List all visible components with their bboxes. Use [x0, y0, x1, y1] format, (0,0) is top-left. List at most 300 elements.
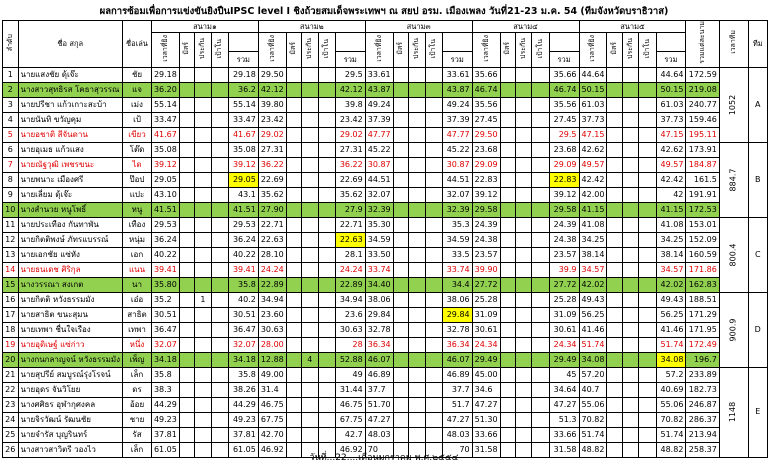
subheader-proc: ประกัน	[515, 33, 532, 68]
stage-cell: 40.7	[579, 382, 607, 397]
stage-cell: 35.56	[472, 97, 500, 112]
stage-sum-cell: 67.75	[335, 412, 365, 427]
stage-cell	[286, 367, 301, 382]
stage-sum-cell: 50.15	[656, 82, 686, 97]
stage-cell	[408, 142, 425, 157]
stage-cell	[179, 292, 194, 307]
stage-sum-cell: 33.5	[442, 247, 472, 262]
stage-sum-cell: 51.7	[442, 397, 472, 412]
stage-cell	[607, 82, 622, 97]
table-row	[3, 292, 768, 307]
stage-cell: 35.80	[151, 277, 179, 292]
stage-cell	[639, 187, 656, 202]
stage-cell: 51.30	[472, 412, 500, 427]
stage-cell: 25.28	[472, 292, 500, 307]
stage-sum-cell: 22.63	[335, 232, 365, 247]
subheader-miss: มิสร์	[393, 33, 408, 68]
stage-cell	[301, 232, 318, 247]
stage-cell	[500, 352, 515, 367]
stage-cell	[515, 322, 532, 337]
stage-cell: 30.51	[151, 307, 179, 322]
stage-sum-cell: 42	[656, 187, 686, 202]
stage-cell	[622, 367, 639, 382]
stage-cell	[211, 427, 228, 442]
stage-cell	[500, 277, 515, 292]
stage-cell	[393, 412, 408, 427]
stage-cell	[195, 337, 212, 352]
stage-cell	[286, 67, 301, 82]
stage-cell	[639, 247, 656, 262]
stage-cell	[211, 397, 228, 412]
stage-cell: 47.27	[365, 412, 393, 427]
stage-cell	[211, 67, 228, 82]
stage-cell	[211, 277, 228, 292]
stage-sum-cell: 32.07	[442, 187, 472, 202]
stage-cell	[532, 202, 549, 217]
stage-sum-cell: 27.45	[549, 112, 579, 127]
page-title: ผลการซ้อมเพื่อการแข่งขันยิงปืนIPSC level I ชิงถ้วยสมเด็จพระเทพฯ ณ สยป อรม. เมืองเพลง วันที่21-23 ม.ค. 54 (ทีมจังหวัดบราธิวาส)	[99, 6, 669, 17]
stage-sum-cell: 35.66	[549, 67, 579, 82]
stage-sum-cell: 49.23	[228, 412, 258, 427]
total-cell: 173.91	[686, 142, 719, 157]
stage-cell	[515, 187, 532, 202]
competitor-name: นายอชาติ สีจันดาน	[18, 127, 123, 142]
stage-cell	[301, 187, 318, 202]
stage-cell	[532, 217, 549, 232]
stage-cell	[195, 202, 212, 217]
stage-cell: 61.05	[151, 442, 179, 457]
stage-sum-cell: 37.73	[656, 112, 686, 127]
total-cell: 152.09	[686, 232, 719, 247]
stage-sum-cell: 23.68	[549, 142, 579, 157]
table-row	[3, 142, 768, 157]
nickname: อ้อย	[123, 397, 152, 412]
stage-cell	[195, 352, 212, 367]
stage-cell	[211, 232, 228, 247]
stage-cell	[515, 337, 532, 352]
stage-cell	[195, 157, 212, 172]
stage-cell: 34.59	[365, 232, 393, 247]
stage-cell	[286, 142, 301, 157]
stage-sum-cell: 52.88	[335, 352, 365, 367]
stage-cell	[195, 217, 212, 232]
stage-cell	[286, 412, 301, 427]
stage-cell	[408, 67, 425, 82]
stage-cell	[425, 292, 442, 307]
total-cell: 159.46	[686, 112, 719, 127]
stage-cell: 29.50	[472, 127, 500, 142]
stage-sum-cell: 22.69	[335, 172, 365, 187]
stage-cell	[318, 217, 335, 232]
stage-cell	[211, 352, 228, 367]
stage-cell	[211, 337, 228, 352]
stage-cell	[515, 82, 532, 97]
stage-cell	[318, 202, 335, 217]
stage-cell: 37.39	[365, 112, 393, 127]
stage-cell	[607, 262, 622, 277]
stage-cell	[211, 247, 228, 262]
stage-cell	[408, 82, 425, 97]
stage-cell: 35.66	[472, 67, 500, 82]
stage-cell	[425, 97, 442, 112]
row-number: 10	[3, 202, 19, 217]
stage-sum-cell: 31.44	[335, 382, 365, 397]
row-number: 21	[3, 367, 19, 382]
stage-cell	[515, 202, 532, 217]
stage-cell: 42.62	[579, 142, 607, 157]
stage-cell: 49.24	[365, 97, 393, 112]
team-time: 884.7	[719, 142, 748, 217]
competitor-name: นางสาวสุทธิรส โคธาสุวรรณ	[18, 82, 123, 97]
stage-cell	[393, 307, 408, 322]
nickname: เพ็ญ	[123, 352, 152, 367]
stage-cell: 30.87	[365, 157, 393, 172]
stage-cell	[211, 292, 228, 307]
stage-cell	[195, 112, 212, 127]
stage-cell	[286, 127, 301, 142]
stage-cell: 37.81	[151, 427, 179, 442]
table-row	[3, 232, 768, 247]
stage-cell	[195, 187, 212, 202]
stage-cell	[425, 412, 442, 427]
stage-sum-cell: 30.51	[228, 307, 258, 322]
team-time: 900.9	[719, 292, 748, 367]
stage-cell	[607, 397, 622, 412]
subheader-miss: มิสร์	[286, 33, 301, 68]
table-row	[3, 427, 768, 442]
stage-cell	[622, 157, 639, 172]
competitor-name: นางกนกลาญจน์ หวังธรรมมัง	[18, 352, 123, 367]
competitor-name: นายแสงชัย ดุ้เจ๊ะ	[18, 67, 123, 82]
stage-sum-cell: 70	[442, 442, 472, 457]
stage-cell	[425, 127, 442, 142]
stage-sum-cell: 33.66	[549, 427, 579, 442]
stage-cell: 32.07	[365, 187, 393, 202]
stage-cell: 33.61	[365, 67, 393, 82]
stage-cell	[286, 247, 301, 262]
table-row	[3, 412, 768, 427]
row-number: 9	[3, 187, 19, 202]
stage-sum-cell: 61.03	[656, 97, 686, 112]
stage-sum-cell: 57.2	[656, 367, 686, 382]
stage-cell	[301, 262, 318, 277]
stage-cell	[286, 97, 301, 112]
stage-cell: 36.24	[151, 232, 179, 247]
stage-cell	[393, 217, 408, 232]
stage-sum-cell: 42.12	[335, 82, 365, 97]
stage-sum-cell: 39.9	[549, 262, 579, 277]
stage-cell	[179, 277, 194, 292]
stage-cell	[195, 142, 212, 157]
stage-cell	[607, 112, 622, 127]
stage-sum-cell: 34.57	[656, 262, 686, 277]
stage-cell: 47.15	[579, 127, 607, 142]
team-time: 800.4	[719, 217, 748, 292]
stage-cell	[500, 247, 515, 262]
stage-cell: 45.22	[365, 142, 393, 157]
stage-sum-cell: 34.18	[228, 352, 258, 367]
stage-sum-cell: 34.94	[335, 292, 365, 307]
stage-cell: 55.14	[151, 97, 179, 112]
stage-cell: 34.57	[579, 262, 607, 277]
table-row	[3, 352, 768, 367]
total-cell: 171.29	[686, 307, 719, 322]
stage-cell	[425, 397, 442, 412]
stage-sum-cell: 22.83	[549, 172, 579, 187]
stage-sum-cell: 39.12	[549, 187, 579, 202]
stage-cell	[408, 292, 425, 307]
stage-cell: 48.03	[365, 427, 393, 442]
stage-cell	[425, 202, 442, 217]
stage-cell	[622, 247, 639, 262]
stage-cell	[301, 172, 318, 187]
nickname: เล็ก	[123, 367, 152, 382]
team-letter: B	[748, 142, 767, 217]
stage-cell: 31.4	[258, 382, 286, 397]
stage-cell	[532, 397, 549, 412]
stage-cell	[532, 112, 549, 127]
subheader-noshoot: เป้าโน	[425, 33, 442, 68]
team-letter: E	[748, 367, 767, 457]
stage-cell	[622, 397, 639, 412]
stage-sum-cell: 70.82	[656, 412, 686, 427]
stage-cell	[318, 322, 335, 337]
stage-cell	[286, 112, 301, 127]
stage-sum-cell: 33.47	[228, 112, 258, 127]
stage-cell	[179, 322, 194, 337]
stage-cell	[607, 97, 622, 112]
nickname: เล็ก	[123, 442, 152, 457]
table-row	[3, 262, 768, 277]
stage-cell	[393, 352, 408, 367]
stage-cell	[622, 127, 639, 142]
row-number: 14	[3, 262, 19, 277]
stage-cell	[408, 187, 425, 202]
stage-cell	[393, 232, 408, 247]
table-row	[3, 97, 768, 112]
stage-sum-cell: 40.2	[228, 292, 258, 307]
stage-cell	[408, 337, 425, 352]
stage-cell	[318, 67, 335, 82]
stage-cell	[393, 67, 408, 82]
stage-cell: 47.27	[472, 397, 500, 412]
total-cell: 246.87	[686, 397, 719, 412]
stage-cell	[532, 187, 549, 202]
stage-cell: 33.66	[472, 427, 500, 442]
stage-cell	[301, 202, 318, 217]
stage-sum-cell: 55.06	[656, 397, 686, 412]
header-stage2: สนาม๒	[258, 21, 365, 33]
stage-cell	[179, 187, 194, 202]
stage-cell: 38.3	[151, 382, 179, 397]
stage-cell: 36.22	[258, 157, 286, 172]
stage-cell	[500, 67, 515, 82]
stage-cell: 22.69	[258, 172, 286, 187]
stage-cell	[318, 97, 335, 112]
stage-cell: 31.58	[472, 442, 500, 457]
stage-cell: 28.00	[258, 337, 286, 352]
table-row	[3, 67, 768, 82]
stage-cell	[622, 142, 639, 157]
stage-cell	[622, 322, 639, 337]
stage-sum-cell: 34.25	[656, 232, 686, 247]
stage-cell	[211, 412, 228, 427]
subheader-blank	[228, 33, 258, 52]
stage-sum-cell: 28	[335, 337, 365, 352]
stage-cell	[211, 367, 228, 382]
stage-cell	[532, 127, 549, 142]
stage-sum-cell: 25.28	[549, 292, 579, 307]
stage-cell	[515, 97, 532, 112]
competitor-name: นายอุดิเษฐ์ แซ่ก่าว	[18, 337, 123, 352]
stage-cell	[639, 202, 656, 217]
stage-sum-cell: 31.09	[549, 307, 579, 322]
stage-sum-cell: 32.39	[442, 202, 472, 217]
stage-cell	[500, 367, 515, 382]
stage-cell: 34.94	[258, 292, 286, 307]
stage-sum-cell: 42.02	[656, 277, 686, 292]
stage-sum-cell: 34.4	[442, 277, 472, 292]
stage-sum-cell: 37.39	[442, 112, 472, 127]
stage-cell	[532, 292, 549, 307]
stage-cell	[425, 367, 442, 382]
stage-cell	[301, 292, 318, 307]
stage-cell	[639, 322, 656, 337]
stage-cell: 32.39	[365, 202, 393, 217]
stage-cell	[532, 322, 549, 337]
stage-cell	[639, 112, 656, 127]
stage-cell: 50.15	[579, 82, 607, 97]
stage-sum-cell: 35.62	[335, 187, 365, 202]
stage-sum-cell: 31.58	[549, 442, 579, 457]
stage-cell	[408, 382, 425, 397]
nickname: เอก	[123, 247, 152, 262]
stage-cell	[532, 307, 549, 322]
stage-sum-cell: 23.42	[335, 112, 365, 127]
stage-sum-cell: 36.47	[228, 322, 258, 337]
stage-cell: 35.30	[365, 217, 393, 232]
stage-sum-cell: 35.8	[228, 277, 258, 292]
stage-cell	[622, 97, 639, 112]
stage-cell	[607, 427, 622, 442]
stage-cell: 49.00	[258, 367, 286, 382]
competitor-name: นายนันทิ ขวัญคุม	[18, 112, 123, 127]
stage-sum-cell: 36.24	[228, 232, 258, 247]
stage-cell	[195, 427, 212, 442]
stage-cell	[179, 202, 194, 217]
stage-cell	[195, 367, 212, 382]
stage-sum-cell: 47.77	[442, 127, 472, 142]
row-number: 4	[3, 112, 19, 127]
subheader-blank	[335, 33, 365, 52]
row-number: 20	[3, 352, 19, 367]
row-number: 22	[3, 382, 19, 397]
table-row	[3, 397, 768, 412]
stage-cell	[607, 217, 622, 232]
stage-cell	[179, 412, 194, 427]
stage-cell	[500, 397, 515, 412]
stage-cell	[515, 352, 532, 367]
stage-sum-cell: 48.82	[656, 442, 686, 457]
stage-cell	[195, 232, 212, 247]
stage-cell	[179, 157, 194, 172]
stage-cell	[179, 142, 194, 157]
stage-cell	[408, 427, 425, 442]
competitor-name: นายจิรวัฒน์ รัฒนชัย	[18, 412, 123, 427]
stage-sum-cell: 32.07	[228, 337, 258, 352]
stage-cell	[195, 412, 212, 427]
stage-cell	[393, 172, 408, 187]
competitor-name: นางศศิธร อุฬากุศงคล	[18, 397, 123, 412]
stage-cell	[639, 232, 656, 247]
stage-cell	[515, 262, 532, 277]
stage-cell: 27.72	[472, 277, 500, 292]
stage-cell	[408, 202, 425, 217]
team-time: 1148	[719, 367, 748, 457]
stage-sum-cell: 29.5	[549, 127, 579, 142]
stage-cell: 24.38	[472, 232, 500, 247]
stage-cell	[500, 157, 515, 172]
stage-cell: 36.34	[365, 337, 393, 352]
stage-cell: 29.49	[472, 352, 500, 367]
stage-sum-cell: 35.56	[549, 97, 579, 112]
stage-cell	[195, 307, 212, 322]
subheader-blank	[549, 33, 579, 52]
subheader-noshoot: เป้าโน	[532, 33, 549, 68]
nickname: หนุ่ม	[123, 232, 152, 247]
table-row	[3, 217, 768, 232]
stage-cell	[195, 82, 212, 97]
stage-cell	[179, 352, 194, 367]
stage-sum-cell: 33.61	[442, 67, 472, 82]
stage-cell	[286, 172, 301, 187]
subheader-sum: รวม	[656, 52, 686, 67]
subheader-noshoot: เป้าโน	[211, 33, 228, 68]
stage-cell	[515, 292, 532, 307]
stage-cell	[301, 367, 318, 382]
total-cell: 233.89	[686, 367, 719, 382]
stage-cell	[639, 427, 656, 442]
competitor-name: นางสาวสาวิตรี วองไว	[18, 442, 123, 457]
subheader-miss: มิสร์	[179, 33, 194, 68]
stage-cell	[179, 247, 194, 262]
subheader-time: เวลาที่ยิง	[151, 33, 179, 68]
stage-cell	[639, 82, 656, 97]
row-number: 25	[3, 427, 19, 442]
stage-cell	[318, 352, 335, 367]
stage-sum-cell: 34.64	[549, 382, 579, 397]
stage-cell	[500, 97, 515, 112]
stage-cell	[179, 97, 194, 112]
stage-cell	[408, 97, 425, 112]
stage-cell	[532, 142, 549, 157]
stage-cell: 42.12	[258, 82, 286, 97]
stage-cell: 42.70	[258, 427, 286, 442]
subheader-time: เวลาที่ยิง	[579, 33, 607, 68]
total-cell: 191.91	[686, 187, 719, 202]
stage-cell	[639, 412, 656, 427]
stage-cell	[639, 67, 656, 82]
stage-cell	[639, 157, 656, 172]
stage-cell	[622, 262, 639, 277]
competitor-name: นายปรีชา แก้วเกาะสะบ้า	[18, 97, 123, 112]
stage-cell: 29.84	[365, 307, 393, 322]
stage-cell	[211, 202, 228, 217]
stage-sum-cell: 35.3	[442, 217, 472, 232]
stage-sum-cell: 30.87	[442, 157, 472, 172]
stage-sum-cell: 36.2	[228, 82, 258, 97]
nickname: เม่ง	[123, 97, 152, 112]
